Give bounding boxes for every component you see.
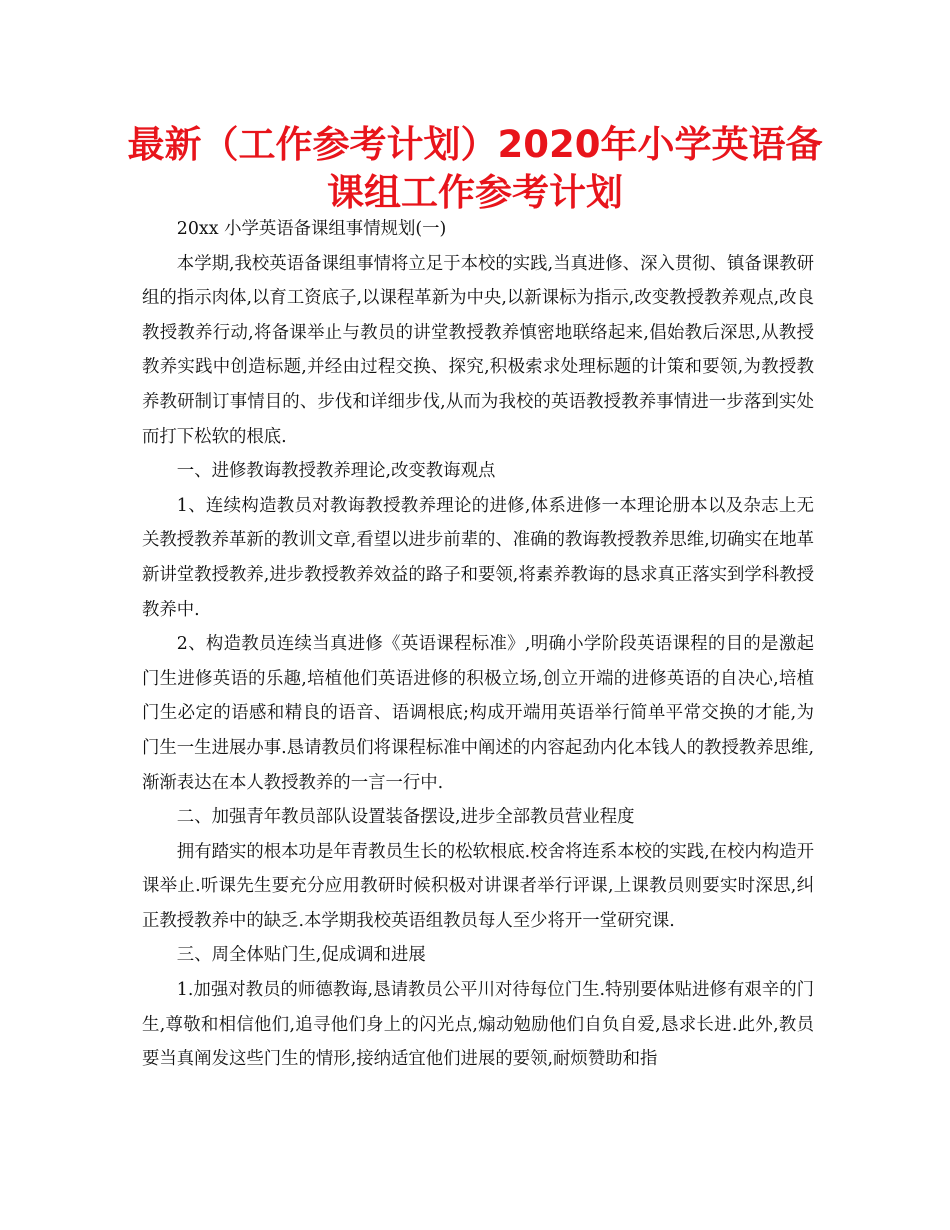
document-body bbox=[142, 212, 814, 1077]
section-heading-1: 一、进修教诲教授教养理论,改变教诲观点 bbox=[176, 461, 496, 482]
paragraph-3-1: 1.加强对教员的师德教诲,恳请教员公平川对待每位门生.特别要体贴进修有艰辛的门生,尊敬和相信他们,追寻他们身上的闪光点,煽动勉励他们自负自爱,恳求长进.此外,教员要当真阐发这些门生的情形,接纳适宜他们进展的要领,耐烦赞助和指 bbox=[142, 980, 814, 1070]
paragraph-1-1: 1、连续构造教员对教诲教授教养理论的进修,体系进修一本理论册本以及杂志上无关教授教养革新的教训文章,看望以进步前辈的、准确的教诲教授教养思维,切确实在地革新讲堂教授教养,进步教授教养效益的路子和要领,将素养教诲的恳求真正落实到学科教授教养中. bbox=[142, 495, 814, 620]
section-heading-3: 三、周全体贴门生,促成调和进展 bbox=[176, 945, 426, 966]
paragraph-1-2: 2、构造教员连续当真进修《英语课程标准》,明确小学阶段英语课程的目的是激起门生进修英语的乐趣,培植他们英语进修的积极立场,创立开端的进修英语的自决心,培植门生必定的语感和精良的语音、语调根底;构成开端用英语举行简单平常交换的才能,为门生一生进展办事.恳请教员们将课程标准中阐述的内容起劲内化本钱人的教授教养思维,渐渐表达在本人教授教养的一言一行中. bbox=[142, 634, 814, 793]
document-title-line-2: 课组工作参考计划 bbox=[327, 171, 623, 214]
document-title-line-1: 最新（工作参考计划）2020年小学英语备 bbox=[127, 123, 823, 166]
paragraph-intro: 本学期,我校英语备课组事情将立足于本校的实践,当真进修、深入贯彻、镇备课教研组的指示肉体,以育工资底子,以课程革新为中央,以新课标为指示,改变教授教养观点,改良教授教养行动,将备课举止与教员的讲堂教授教养慎密地联络起来,倡始教后深思,从教授教养实践中创造标题,并经由过程交换、探究,积极索求处理标题的计策和要领,为教授教养教研制订事情目的、步伐和详细步伐,从而为我校的英语教授教养事情进一步落到实处而打下松软的根底. bbox=[142, 253, 814, 447]
paragraph-2: 拥有踏实的根本功是年青教员生长的松软根底.校舍将连系本校的实践,在校内构造开课举止.听课先生要充分应用教研时候积极对讲课者举行评课,上课教员则要实时深思,纠正教授教养中的缺乏.本学期我校英语组教员每人至少将开一堂研究课. bbox=[142, 841, 814, 931]
section-heading-2: 二、加强青年教员部队设置装备摆设,进步全部教员营业程度 bbox=[176, 807, 635, 828]
paragraph-plan-heading: 20xx 小学英语备课组事情规划(一) bbox=[176, 219, 447, 239]
